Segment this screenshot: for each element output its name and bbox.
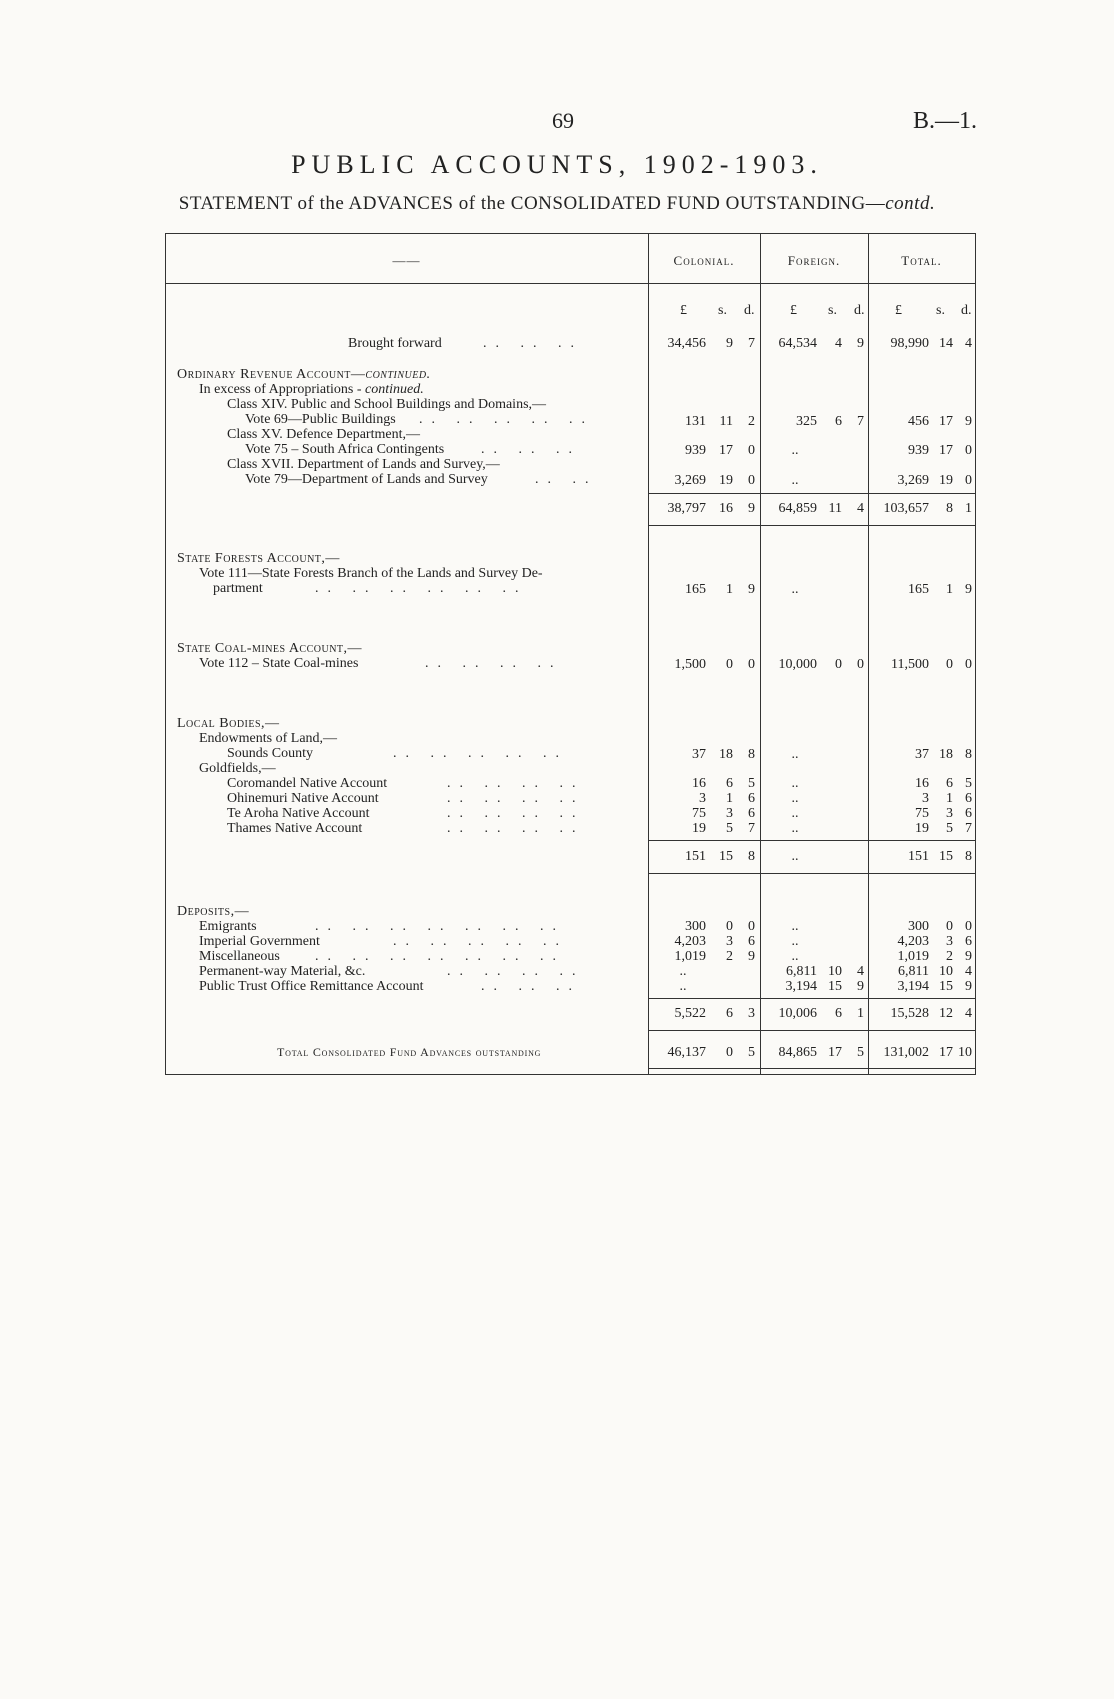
leader-dots: .. .. .. ..	[425, 656, 563, 671]
gf2-col-shillings: 3	[726, 806, 733, 821]
gt-tot-shillings: 17	[939, 1045, 953, 1060]
v75-tot-pence: 0	[965, 443, 972, 458]
dp3-tot-pounds: 6,811	[898, 964, 929, 979]
gf0-tot-pounds: 16	[915, 776, 929, 791]
document-code: B.—1.	[913, 108, 978, 134]
v69-for-pence: 7	[857, 414, 864, 429]
dp4-tot-shillings: 15	[939, 979, 953, 994]
dp1-tot-pence: 6	[965, 934, 972, 949]
v75-col-pounds: 939	[685, 443, 706, 458]
leader-dots: .. .. ..	[481, 979, 581, 994]
subtotal-rule	[648, 1030, 975, 1031]
lb-sub-tot-pounds: 151	[908, 849, 929, 864]
gf0-for-nil: ..	[791, 776, 799, 791]
leader-dots: .. .. .. ..	[447, 791, 585, 806]
leader-dots: .. .. .. ..	[447, 776, 585, 791]
dp4-for-pence: 9	[857, 979, 864, 994]
unit-pounds: £	[680, 303, 687, 318]
class-xiv-label: Class XIV. Public and School Buildings and Domains,—	[227, 397, 547, 412]
gf3-tot-pounds: 19	[915, 821, 929, 836]
gf1-tot-pounds: 3	[922, 791, 929, 806]
leader-dots: .. .. .. .. .. ..	[315, 581, 528, 596]
dp0-tot-pence: 0	[965, 919, 972, 934]
gf-row-label: Ohinemuri Native Account	[227, 791, 379, 806]
gt-for-shillings: 17	[828, 1045, 842, 1060]
gf3-col-pounds: 19	[692, 821, 706, 836]
cm-col-pounds: 1,500	[674, 657, 706, 672]
vote-111-line2: partment	[213, 581, 263, 596]
dp2-tot-shillings: 2	[946, 949, 953, 964]
deposit-row-label: Permanent-way Material, &c.	[199, 964, 366, 979]
v69-tot-pence: 9	[965, 414, 972, 429]
v79-col-shillings: 19	[719, 473, 733, 488]
gf3-tot-shillings: 5	[946, 821, 953, 836]
rule-top	[165, 233, 975, 234]
col-header-colonial: Colonial.	[673, 253, 735, 268]
deposit-row-label: Emigrants	[199, 919, 257, 934]
dp1-tot-pounds: 4,203	[897, 934, 929, 949]
subtotal-rule	[648, 873, 975, 874]
dp0-col-shillings: 0	[726, 919, 733, 934]
dp-sub-for-shillings: 6	[835, 1006, 842, 1021]
dp2-tot-pence: 9	[965, 949, 972, 964]
leader-dots: .. .. ..	[481, 442, 581, 457]
gf1-tot-pence: 6	[965, 791, 972, 806]
gf3-col-shillings: 5	[726, 821, 733, 836]
lb-sub-tot-shillings: 15	[939, 849, 953, 864]
gf-row-label: Coromandel Native Account	[227, 776, 388, 791]
gf0-col-pounds: 16	[692, 776, 706, 791]
gt-for-pence: 5	[857, 1045, 864, 1060]
gt-tot-pounds: 131,002	[883, 1045, 929, 1060]
dp4-tot-pounds: 3,194	[897, 979, 929, 994]
or-sub-col-shillings: 16	[719, 501, 733, 516]
cm-for-shillings: 0	[835, 657, 842, 672]
dp1-col-pence: 6	[748, 934, 755, 949]
sc-col-pence: 8	[748, 747, 755, 762]
v69-col-pounds: 131	[685, 414, 706, 429]
deposit-row-label: Miscellaneous	[199, 949, 280, 964]
v69-for-pounds: 325	[796, 414, 817, 429]
deposits-heading: Deposits,—	[177, 904, 250, 919]
bf-for-pounds: 64,534	[778, 336, 817, 351]
v75-tot-shillings: 17	[939, 443, 953, 458]
endowments-label: Endowments of Land,—	[199, 731, 338, 746]
v69-tot-pounds: 456	[908, 414, 929, 429]
sounds-county-label: Sounds County	[227, 746, 313, 761]
or-sub-for-shillings: 11	[828, 501, 842, 516]
gf1-col-pounds: 3	[699, 791, 706, 806]
col-header-foreign: Foreign.	[787, 253, 841, 268]
gf0-tot-pence: 5	[965, 776, 972, 791]
dp3-tot-shillings: 10	[939, 964, 953, 979]
cm-col-shillings: 0	[726, 657, 733, 672]
rule-under-header	[165, 283, 975, 284]
v75-col-pence: 0	[748, 443, 755, 458]
or-sub-for-pounds: 64,859	[778, 501, 817, 516]
sc-tot-shillings: 18	[939, 747, 953, 762]
dp2-for-nil: ..	[791, 949, 799, 964]
sf-tot-pounds: 165	[908, 582, 929, 597]
gf3-for-nil: ..	[791, 821, 799, 836]
dp2-col-shillings: 2	[726, 949, 733, 964]
dp-sub-for-pounds: 10,006	[778, 1006, 817, 1021]
sc-col-shillings: 18	[719, 747, 733, 762]
unit-pounds: £	[790, 303, 797, 318]
or-sub-col-pounds: 38,797	[667, 501, 706, 516]
dp-sub-col-shillings: 6	[726, 1006, 733, 1021]
sf-tot-shillings: 1	[946, 582, 953, 597]
dp0-col-pounds: 300	[685, 919, 706, 934]
dp1-tot-shillings: 3	[946, 934, 953, 949]
dp-sub-tot-shillings: 12	[939, 1006, 953, 1021]
local-bodies-heading: Local Bodies,—	[177, 716, 280, 731]
col-header-total: Total.	[901, 253, 942, 268]
bf-for-shillings: 4	[835, 336, 842, 351]
page-number: 69	[552, 108, 574, 133]
gf2-for-nil: ..	[791, 806, 799, 821]
vote-112-label: Vote 112 – State Coal-mines	[199, 656, 359, 671]
gf1-for-nil: ..	[791, 791, 799, 806]
rule-left	[165, 233, 166, 1075]
vote-111-line1: Vote 111—State Forests Branch of the Lands and Survey De-	[199, 566, 543, 581]
class-xvii-label: Class XVII. Department of Lands and Survey,—	[227, 457, 500, 472]
dp0-tot-shillings: 0	[946, 919, 953, 934]
gf-row-label: Te Aroha Native Account	[227, 806, 370, 821]
gt-col-shillings: 0	[726, 1045, 733, 1060]
lb-sub-for-nil: ..	[791, 849, 799, 864]
rule-bottom	[165, 1074, 975, 1075]
unit-pence: d.	[854, 303, 865, 318]
gf2-col-pounds: 75	[692, 806, 706, 821]
dp4-for-shillings: 15	[828, 979, 842, 994]
or-sub-tot-pounds: 103,657	[883, 501, 929, 516]
dp-sub-col-pence: 3	[748, 1006, 755, 1021]
sc-col-pounds: 37	[692, 747, 706, 762]
cm-for-pounds: 10,000	[778, 657, 817, 672]
leader-dots: .. .. .. .. ..	[393, 934, 568, 949]
dp4-for-pounds: 3,194	[785, 979, 817, 994]
gf1-col-pence: 6	[748, 791, 755, 806]
coal-mines-heading: State Coal-mines Account,—	[177, 641, 363, 656]
dp2-col-pence: 9	[748, 949, 755, 964]
dp0-col-pence: 0	[748, 919, 755, 934]
dp2-col-pounds: 1,019	[674, 949, 706, 964]
sf-col-shillings: 1	[726, 582, 733, 597]
sf-tot-pence: 9	[965, 582, 972, 597]
dp-sub-col-pounds: 5,522	[674, 1006, 706, 1021]
gf1-tot-shillings: 1	[946, 791, 953, 806]
dp3-for-pence: 4	[857, 964, 864, 979]
ledger-table	[165, 233, 975, 1075]
cm-tot-shillings: 0	[946, 657, 953, 672]
lb-sub-col-pounds: 151	[685, 849, 706, 864]
dp-sub-tot-pounds: 15,528	[890, 1006, 929, 1021]
gf2-tot-pounds: 75	[915, 806, 929, 821]
v75-col-shillings: 17	[719, 443, 733, 458]
leader-dots: .. .. ..	[483, 336, 583, 351]
leader-dots: .. .. .. ..	[447, 964, 585, 979]
subtotal-rule	[648, 840, 975, 841]
subtitle-main: STATEMENT of the ADVANCES of the CONSOLIDATED FUND OUTSTANDING—	[178, 193, 886, 214]
vote-79-label: Vote 79—Department of Lands and Survey	[245, 472, 488, 487]
dp-sub-for-pence: 1	[857, 1006, 864, 1021]
or-sub-tot-pence: 1	[965, 501, 972, 516]
sc-tot-pence: 8	[965, 747, 972, 762]
lb-sub-tot-pence: 8	[965, 849, 972, 864]
bf-tot-pounds: 98,990	[890, 336, 929, 351]
gt-tot-pence: 10	[958, 1045, 972, 1060]
gt-col-pounds: 46,137	[667, 1045, 706, 1060]
bf-col-shillings: 9	[726, 336, 733, 351]
bf-col-pounds: 34,456	[667, 336, 706, 351]
gt-col-pence: 5	[748, 1045, 755, 1060]
sc-for-nil: ..	[791, 747, 799, 762]
bf-for-pence: 9	[857, 336, 864, 351]
dp3-for-shillings: 10	[828, 964, 842, 979]
appropriations-sub: In excess of Appropriations - continued.	[199, 382, 424, 397]
gf2-col-pence: 6	[748, 806, 755, 821]
bf-tot-shillings: 14	[939, 336, 953, 351]
sf-for-nil: ..	[791, 582, 799, 597]
bf-col-pence: 7	[748, 336, 755, 351]
stub-header: ——	[392, 253, 421, 268]
v75-for-nil: ..	[791, 443, 799, 458]
v69-col-pence: 2	[748, 414, 755, 429]
dp1-col-pounds: 4,203	[674, 934, 706, 949]
leader-dots: .. .. .. .. .. .. ..	[315, 949, 565, 964]
total-double-rule	[648, 1068, 975, 1069]
gf0-col-pence: 5	[748, 776, 755, 791]
v69-tot-shillings: 17	[939, 414, 953, 429]
subtotal-rule	[648, 998, 975, 999]
gf2-tot-pence: 6	[965, 806, 972, 821]
subtitle-contd: contd.	[885, 193, 936, 214]
dp0-tot-pounds: 300	[908, 919, 929, 934]
cm-tot-pounds: 11,500	[891, 657, 929, 672]
gf3-tot-pence: 7	[965, 821, 972, 836]
v79-tot-pounds: 3,269	[897, 473, 929, 488]
grand-total-label: Total Consolidated Fund Advances outstanding	[277, 1045, 542, 1059]
or-sub-col-pence: 9	[748, 501, 755, 516]
rule-right	[975, 233, 976, 1075]
v79-tot-pence: 0	[965, 473, 972, 488]
or-sub-tot-shillings: 8	[946, 501, 953, 516]
dp3-for-pounds: 6,811	[786, 964, 817, 979]
state-forests-heading: State Forests Account,—	[177, 551, 340, 566]
leader-dots: .. ..	[535, 472, 598, 487]
dp2-tot-pounds: 1,019	[897, 949, 929, 964]
lb-sub-col-shillings: 15	[719, 849, 733, 864]
goldfields-label: Goldfields,—	[199, 761, 276, 776]
sf-col-pence: 9	[748, 582, 755, 597]
v79-for-nil: ..	[791, 473, 799, 488]
subtotal-rule	[648, 493, 975, 494]
gf1-col-shillings: 1	[726, 791, 733, 806]
unit-shillings: s.	[936, 303, 945, 318]
page-title: PUBLIC ACCOUNTS, 1902-1903.	[291, 150, 823, 179]
deposit-row-label: Public Trust Office Remittance Account	[199, 979, 424, 994]
unit-pence: d.	[744, 303, 755, 318]
sf-col-pounds: 165	[685, 582, 706, 597]
gt-for-pounds: 84,865	[778, 1045, 817, 1060]
dp4-tot-pence: 9	[965, 979, 972, 994]
class-xv-label: Class XV. Defence Department,—	[227, 427, 420, 442]
cm-for-pence: 0	[857, 657, 864, 672]
v69-col-shillings: 11	[719, 414, 733, 429]
unit-pence: d.	[961, 303, 972, 318]
cm-tot-pence: 0	[965, 657, 972, 672]
v79-tot-shillings: 19	[939, 473, 953, 488]
v79-col-pounds: 3,269	[674, 473, 706, 488]
or-sub-for-pence: 4	[857, 501, 864, 516]
leader-dots: .. .. .. ..	[447, 806, 585, 821]
ordinary-revenue-heading: Ordinary Revenue Account—continued.	[177, 367, 431, 382]
gf0-tot-shillings: 6	[946, 776, 953, 791]
leader-dots: .. .. .. ..	[447, 821, 585, 836]
dp3-tot-pence: 4	[965, 964, 972, 979]
leader-dots: .. .. .. .. .. .. ..	[315, 919, 565, 934]
gf2-tot-shillings: 3	[946, 806, 953, 821]
bf-tot-pence: 4	[965, 336, 972, 351]
dp0-for-nil: ..	[791, 919, 799, 934]
leader-dots: .. .. .. .. ..	[419, 412, 594, 427]
vote-75-label: Vote 75 – South Africa Contingents	[245, 442, 445, 457]
dp3-col-nil: ..	[679, 964, 687, 979]
dp-sub-tot-pence: 4	[965, 1006, 972, 1021]
dp1-col-shillings: 3	[726, 934, 733, 949]
deposit-row-label: Imperial Government	[199, 934, 320, 949]
unit-pounds: £	[895, 303, 902, 318]
vote-69-label: Vote 69—Public Buildings	[245, 412, 396, 427]
leader-dots: .. .. .. .. ..	[393, 746, 568, 761]
page-subtitle	[0, 193, 1114, 215]
sc-tot-pounds: 37	[915, 747, 929, 762]
unit-shillings: s.	[828, 303, 837, 318]
gf-row-label: Thames Native Account	[227, 821, 363, 836]
unit-shillings: s.	[718, 303, 727, 318]
v75-tot-pounds: 939	[908, 443, 929, 458]
dp1-for-nil: ..	[791, 934, 799, 949]
brought-forward-label: Brought forward	[348, 336, 442, 351]
v69-for-shillings: 6	[835, 414, 842, 429]
lb-sub-col-pence: 8	[748, 849, 755, 864]
dp4-col-nil: ..	[679, 979, 687, 994]
v79-col-pence: 0	[748, 473, 755, 488]
subtotal-rule	[648, 525, 975, 526]
cm-col-pence: 0	[748, 657, 755, 672]
gf3-col-pence: 7	[748, 821, 755, 836]
gf0-col-shillings: 6	[726, 776, 733, 791]
